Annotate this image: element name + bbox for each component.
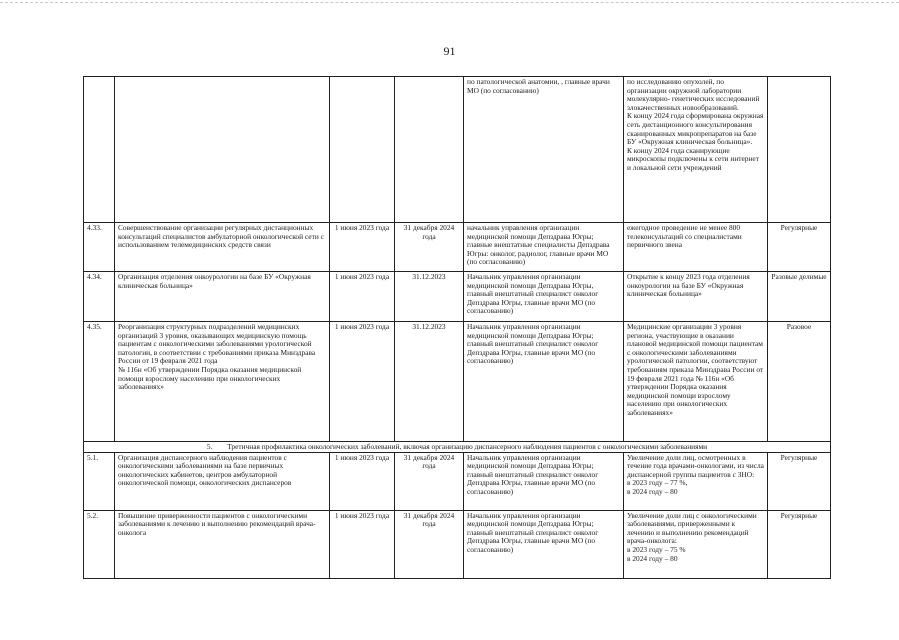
cell-start: 1 июня 2023 года (330, 510, 395, 578)
cell-start: 1 июня 2023 года (330, 223, 395, 272)
cell-result: Увеличение доли лиц, осмотренных в течение года врачами-онкологами, из числа диспансерной группы пациентов с ЗНО: в 2023 году – 77 %, в 2024 году – 80 (624, 452, 768, 510)
cell-frequency: Разовое (768, 322, 831, 442)
cell-task: Реорганизация структурных подразделений медицинских организаций 3 уровня, оказывающих медицинскую помощь пациентам с онкологическими заболеваниями урологической патологии, в соответствии с требованиями приказа Минздрава России от 19 февраля 2021 года № 116н «Об утверждении Порядка оказания медицинской помощи взрослому населению при онкологических заболеваниях» (115, 322, 330, 442)
cell-number: 5.1. (84, 452, 115, 510)
cell-start (330, 77, 395, 223)
table-row (84, 223, 831, 272)
cell-frequency: Разовые делимые (768, 272, 831, 322)
cell-task: Повышение приверженности пациентов с онкологическими заболеваниями к лечению и выполнению рекомендаций врача-онколога (115, 510, 330, 578)
section-header-row (84, 442, 831, 453)
cell-number: 5.2. (84, 510, 115, 578)
cell-task: Организация отделения онкоурологии на базе БУ «Окружная клиническая больница» (115, 272, 330, 322)
cell-number: 4.33. (84, 223, 115, 272)
cell-end: 31.12.2023 (395, 322, 464, 442)
section-title: 5. Третичная профилактика онкологических заболеваний, включая организацию диспансерного наблюдения пациентов с онкологическими заболеваниями (84, 442, 831, 453)
cell-responsible: Начальник управления организации медицинской помощи Депздрава Югры; главный внештатный специалист онколог Депздрава Югры, главные врачи МО (по согласованию) (464, 510, 624, 578)
cell-frequency: Регулярные (768, 223, 831, 272)
cell-end: 31.12.2023 (395, 272, 464, 322)
cell-number: 4.34. (84, 272, 115, 322)
cell-responsible: по патологической анатомии, , главные врачи МО (по согласованию) (464, 77, 624, 223)
cell-result: Открытие к концу 2023 года отделения онкоурологии на базе БУ «Окружная клиническая больница» (624, 272, 768, 322)
cell-start: 1 июня 2023 года (330, 322, 395, 442)
cell-number: 4.35. (84, 322, 115, 442)
action-plan-table (83, 76, 831, 579)
cell-end: 31 декабря 2024 года (395, 223, 464, 272)
cell-task: Организация диспансерного наблюдения пациентов с онкологическими заболеваниями на базе первичных онкологических кабинетов, центров амбулаторной онкологической помощи, онкологических диспансеров (115, 452, 330, 510)
cell-frequency (768, 77, 831, 223)
cell-frequency: Регулярные (768, 452, 831, 510)
table-row (84, 77, 831, 223)
table-row (84, 272, 831, 322)
cell-start: 1 июня 2023 года (330, 272, 395, 322)
cell-responsible: начальник управления организации медицинской помощи Депздрава Югры; главные внештатные специалисты Депздрава Югры: онколог, радиолог, главные врачи МО (по согласованию) (464, 223, 624, 272)
cell-responsible: Начальник управления организации медицинской помощи Депздрава Югры; главный внештатный специалист онколог Депздрава Югры, главные врачи МО (по согласованию) (464, 452, 624, 510)
cell-end (395, 77, 464, 223)
cell-result: Увеличение доли лиц с онкологическими заболеваниями, приверженными к лечению и выполнению рекомендаций врача-онколога: в 2023 году – 75 % в 2024 году – 80 (624, 510, 768, 578)
table-row (84, 452, 831, 510)
table-row (84, 510, 831, 578)
page-number: 91 (443, 44, 456, 58)
cell-number (84, 77, 115, 223)
cell-frequency: Регулярные (768, 510, 831, 578)
cell-responsible: Начальник управления организации медицинской помощи Депздрава Югры; главный внештатный специалист онколог Депздрава Югры, главные врачи МО (по согласованию) (464, 322, 624, 442)
cell-end: 31 декабря 2024 года (395, 452, 464, 510)
cell-end: 31 декабря 2024 года (395, 510, 464, 578)
table-row (84, 322, 831, 442)
cell-task: Совершенствование организации регулярных дистанционных консультаций специалистов амбулаторной онкологической сети с использованием телемедицинских средств связи (115, 223, 330, 272)
scan-top-edge (0, 2, 899, 4)
cell-result: ежегодное проведение не менее 800 телеконсультаций со специалистами первичного звена (624, 223, 768, 272)
cell-responsible: Начальник управления организации медицинской помощи Депздрава Югры, главный внештатный специалист онколог Депздрава Югры, главные врачи МО (по согласованию) (464, 272, 624, 322)
cell-result: по исследованию опухолей, по организации окружной лаборатории молекулярно- генетических исследований злокачественных новообразований. К концу 2024 года сформирована окружная сеть дистанционного консультирования сканированных микропрепаратов на базе БУ «Окружная клиническая больница». К концу 2024 года сканирующие микроскопы подключены к сети интернет и локальной сети учреждений (624, 77, 768, 223)
cell-start: 1 июня 2023 года (330, 452, 395, 510)
cell-task (115, 77, 330, 223)
cell-result: Медицинские организации 3 уровня региона, участвующие в оказании плановой медицинской помощи пациентам с онкологическими заболеваниями урологической патологии, соответствуют требованиям приказа Минздрава России от 19 февраля 2021 года № 116н «Об утверждении Порядка оказания медицинской помощи взрослому населению при онкологических заболеваниях» (624, 322, 768, 442)
